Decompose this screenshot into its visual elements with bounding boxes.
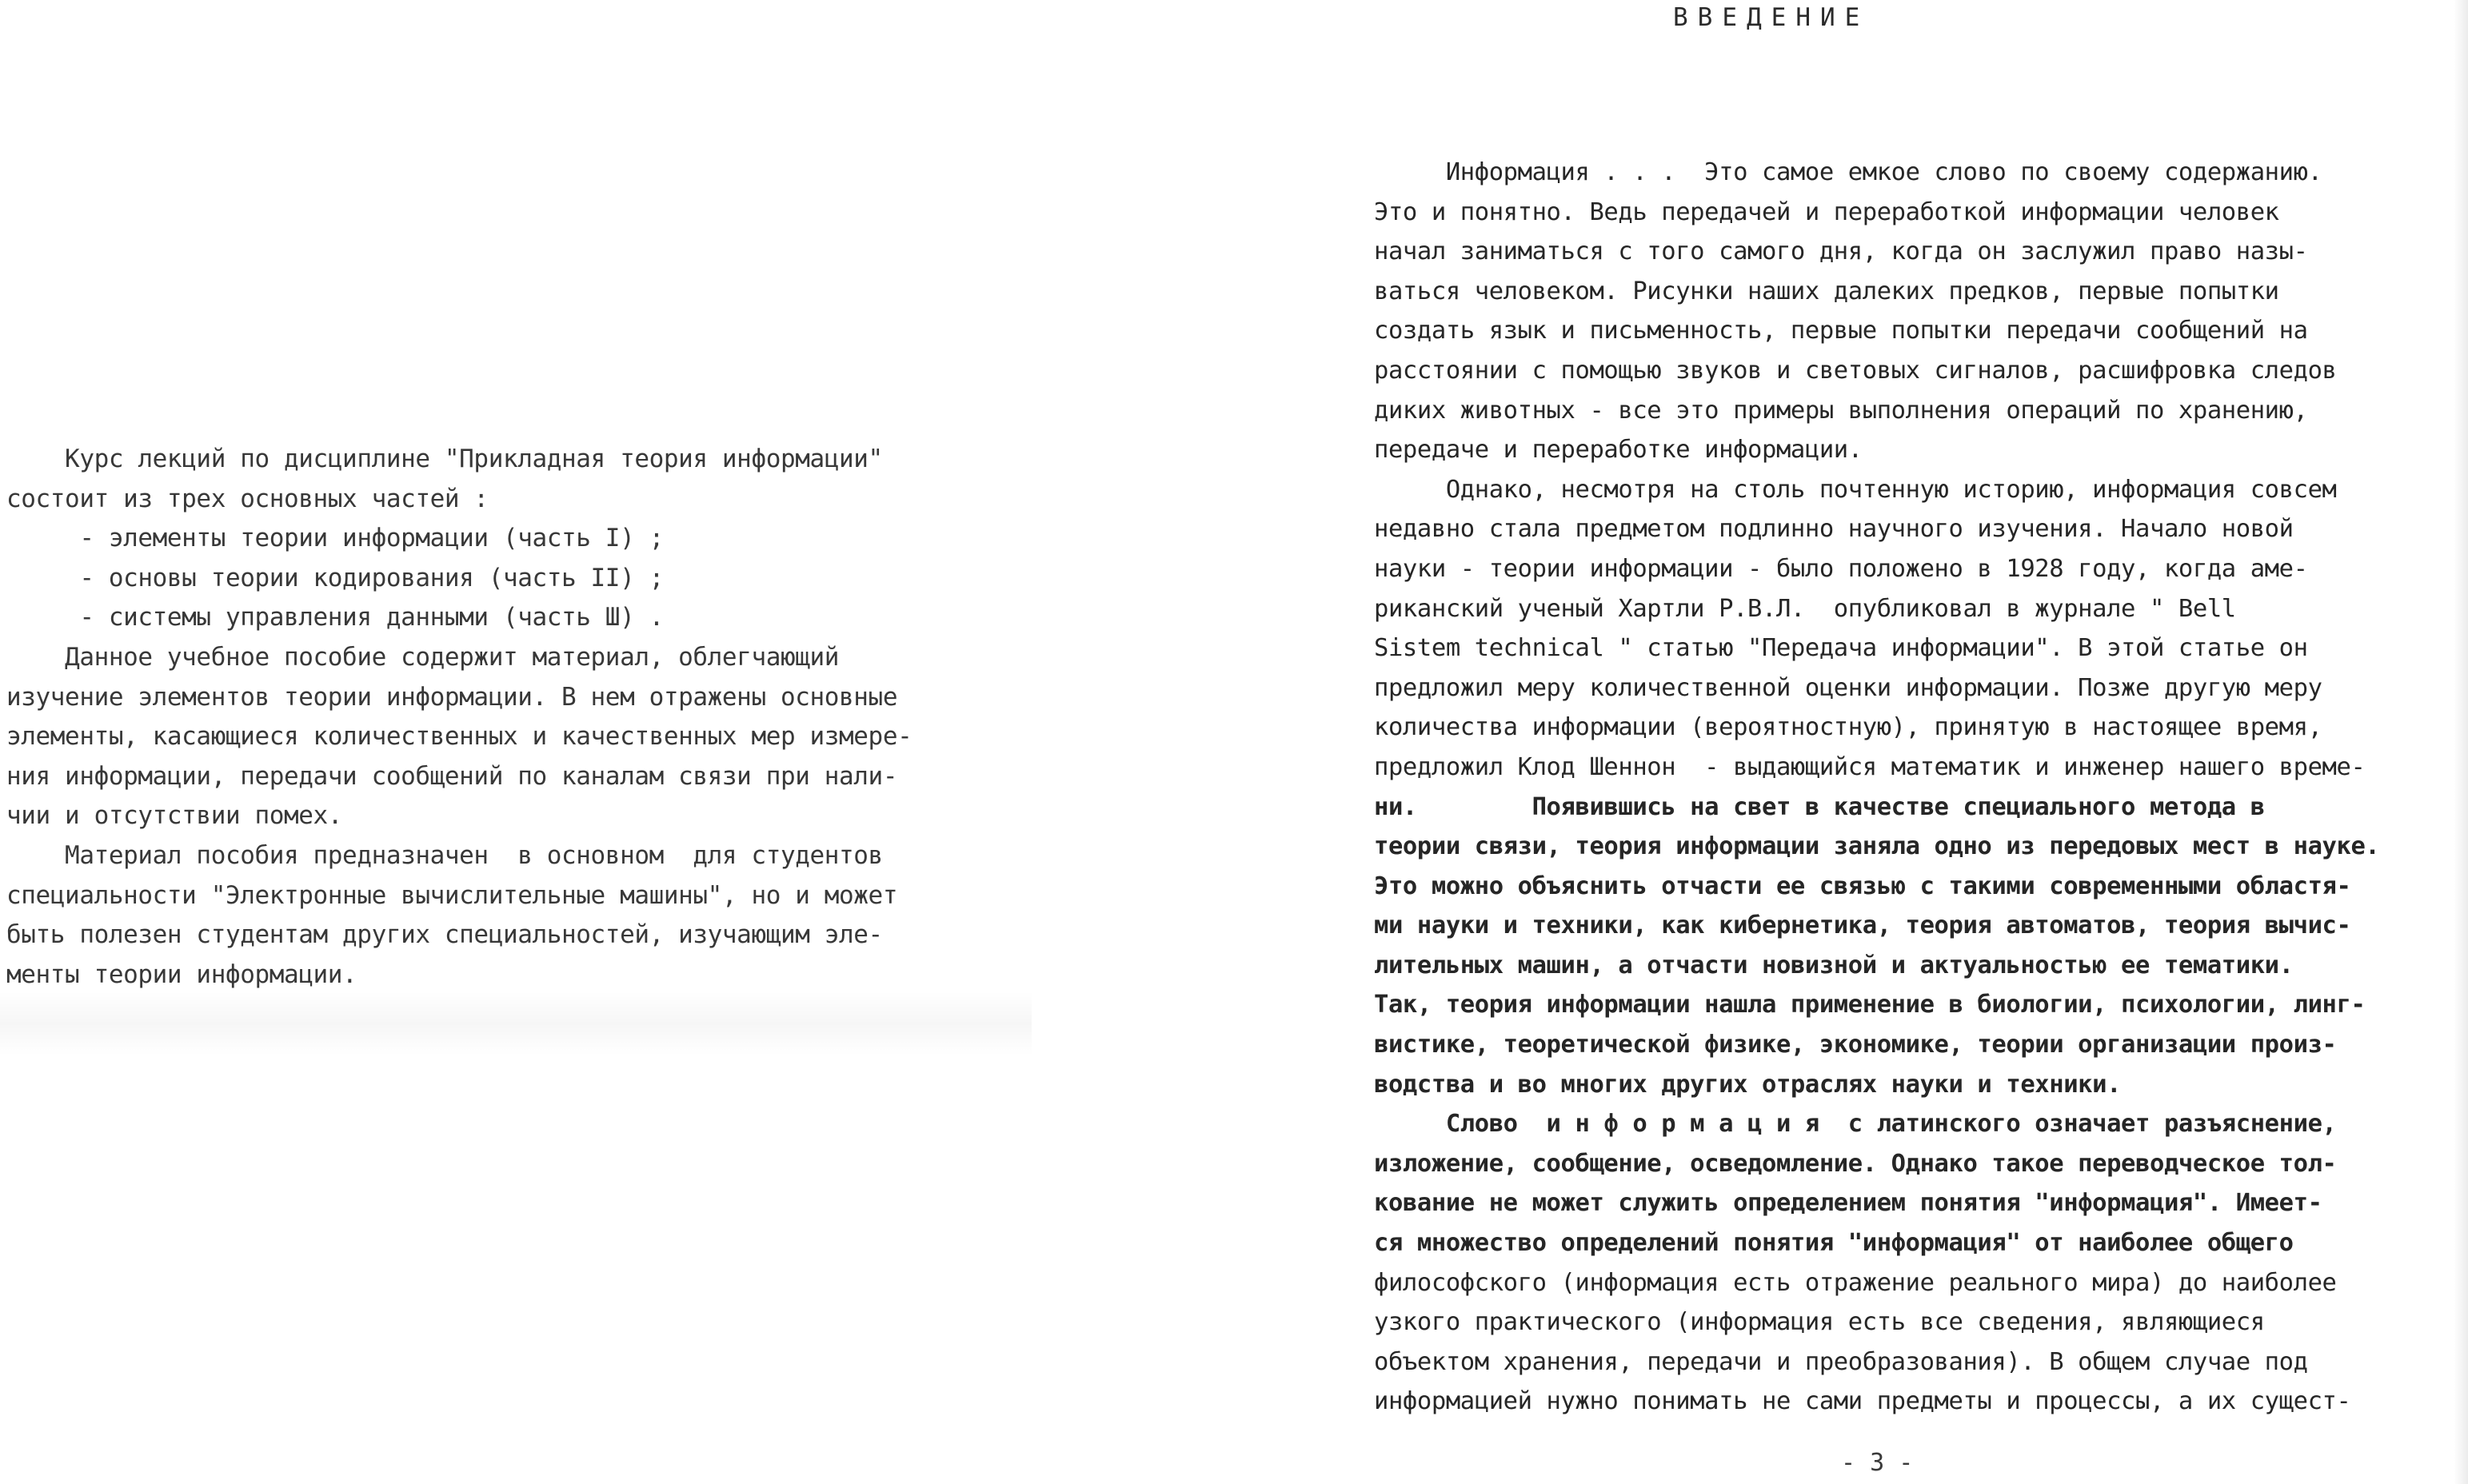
text-line: кование не может служить определением понятия "информация". Имеет- <box>1374 1189 2322 1218</box>
text-line: - элементы теории информации (часть I) ; <box>6 524 664 553</box>
text-line: теории связи, теория информации заняла одно из передовых мест в науке. <box>1374 832 2380 861</box>
text-line: Однако, несмотря на столь почтенную историю, информация совсем <box>1374 475 2337 504</box>
text-line: ми науки и техники, как кибернетика, теория автоматов, теория вычис- <box>1374 912 2351 940</box>
text-line: Данное учебное пособие содержит материал, облегчающий <box>6 642 840 672</box>
text-line: - системы управления данными (часть Ш) . <box>6 603 664 632</box>
text-line: предложил Клод Шеннон - выдающийся математик и инженер нашего време- <box>1374 752 2366 781</box>
text-line: изложение, сообщение, осведомление. Однако такое переводческое тол- <box>1374 1149 2337 1178</box>
text-line: информацией нужно понимать не сами предметы и процессы, а их сущест- <box>1374 1387 2351 1416</box>
introduction-text <box>1374 153 2468 1422</box>
left-page <box>0 0 1032 1484</box>
right-page <box>1352 0 2468 1484</box>
scan-edge-shadow <box>2454 0 2468 1484</box>
text-line: Материал пособия предназначен в основном для студентов <box>6 840 883 870</box>
text-line: ваться человеком. Рисунки наших далеких предков, первые попытки <box>1374 277 2279 305</box>
text-line: состоит из трех основных частей : <box>6 484 489 513</box>
scan-shadow <box>0 991 1032 1055</box>
text-line: создать язык и письменность, первые попытки передачи сообщений на <box>1374 317 2308 345</box>
text-line: количества информации (вероятностную), принятую в настоящее время, <box>1374 713 2322 742</box>
text-line: философского (информация есть отражение реального мира) до наиболее <box>1374 1268 2337 1297</box>
text-line: ния информации, передачи сообщений по каналам связи при нали- <box>6 761 898 791</box>
text-line: вистике, теоретической физике, экономике, теории организации произ- <box>1374 1031 2337 1059</box>
text-line: элементы, касающиеся количественных и качественных мер измере- <box>6 722 913 752</box>
text-line: специальности "Электронные вычислительные машины", но и может <box>6 880 898 910</box>
text-line: изучение элементов теории информации. В нем отражены основные <box>6 682 898 712</box>
text-line: расстоянии с помощью звуков и световых сигналов, расшифровка следов <box>1374 356 2337 385</box>
text-line: Так, теория информации нашла применение в биологии, психологии, линг- <box>1374 991 2366 1019</box>
text-line: лительных машин, а отчасти новизной и актуальностью ее тематики. <box>1374 951 2294 979</box>
text-line: предложил меру количественной оценки информации. Позже другую меру <box>1374 673 2322 702</box>
text-line: науки - теории информации - было положено в 1928 году, когда аме- <box>1374 554 2308 583</box>
text-line: Это и понятно. Ведь передачей и переработкой информации человек <box>1374 197 2279 226</box>
text-line: Слово и н ф о р м а ц и я с латинского означает разъяснение, <box>1374 1110 2337 1139</box>
text-line: ся множество определений понятия "информация" от наиболее общего <box>1374 1229 2294 1258</box>
text-line: ни. Появившись на свет в качестве специального метода в <box>1374 792 2265 821</box>
page-number: - 3 - <box>1841 1449 1914 1477</box>
text-line: Sistem technical " статью "Передача информации". В этой статье он <box>1374 634 2308 663</box>
text-line: узкого практического (информация есть все сведения, являющиеся <box>1374 1308 2265 1337</box>
text-line: недавно стала предметом подлинно научного изучения. Начало новой <box>1374 515 2294 544</box>
text-line: чии и отсутствии помех. <box>6 801 343 831</box>
text-line: объектом хранения, передачи и преобразования). В общем случае под <box>1374 1347 2308 1376</box>
text-line: риканский ученый Хартли Р.В.Л. опубликовал в журнале " Bell <box>1374 594 2236 623</box>
text-line: передаче и переработке информации. <box>1374 436 1863 465</box>
section-heading: ВВЕДЕНИЕ <box>1673 3 1870 32</box>
text-line: менты теории информации. <box>6 959 357 989</box>
text-line: Информация . . . Это самое емкое слово по своему содержанию. <box>1374 158 2322 186</box>
text-line: Это можно объяснить отчасти ее связью с такими современными областя- <box>1374 872 2351 900</box>
text-line: - основы теории кодирования (часть II) ; <box>6 563 664 592</box>
text-line: диких животных - все это примеры выполнения операций по хранению, <box>1374 396 2308 425</box>
text-line: Курс лекций по дисциплине "Прикладная теория информации" <box>6 445 883 473</box>
text-line: водства и во многих других отраслях науки и техники. <box>1374 1070 2122 1099</box>
text-line: быть полезен студентам других специальностей, изучающим эле- <box>6 920 883 950</box>
abstract-text <box>6 440 1032 995</box>
text-line: начал заниматься с того самого дня, когда он заслужил право назы- <box>1374 237 2308 266</box>
